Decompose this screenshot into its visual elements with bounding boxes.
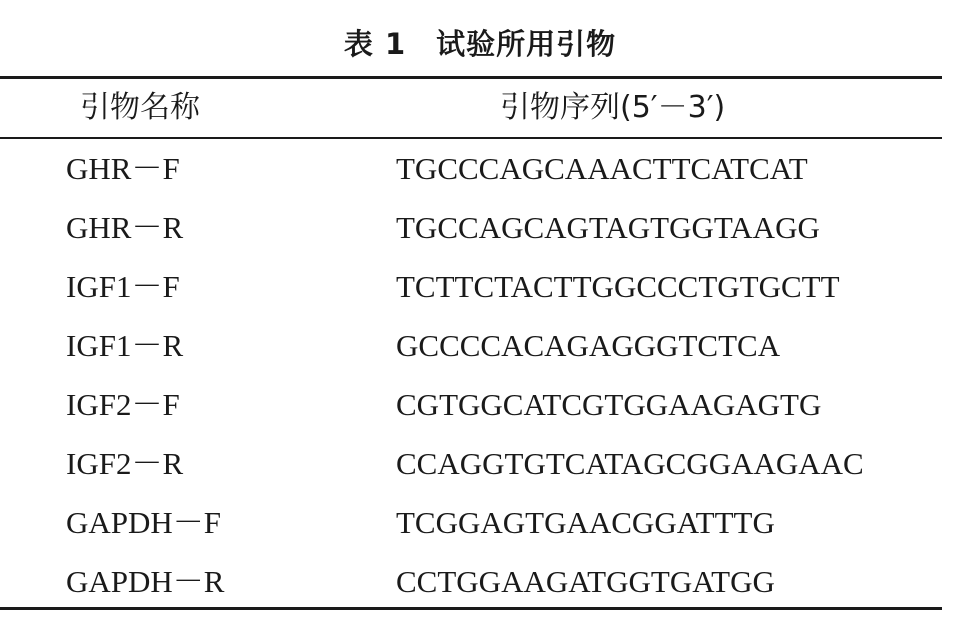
primer-name: IGF2－R: [66, 446, 184, 481]
primer-sequence: CCAGGTGTCATAGCGGAAGAAC: [396, 446, 864, 481]
primer-sequence: CCTGGAAGATGGTGATGG: [396, 564, 775, 599]
table-title: 试验所用引物: [436, 27, 617, 61]
primer-name: GHR－F: [66, 151, 180, 186]
header-primer-sequence: 引物序列(5′－3′): [500, 90, 726, 125]
table-row: [0, 209, 942, 268]
table-row: [0, 563, 942, 622]
primer-sequence: TGCCAGCAGTAGTGGTAAGG: [396, 210, 820, 245]
table-body: [0, 150, 942, 622]
bottom-rule: [0, 607, 942, 610]
primer-sequence: TCGGAGTGAACGGATTTG: [396, 505, 775, 540]
table-row: [0, 445, 942, 504]
table-row: [0, 327, 942, 386]
primer-name: GAPDH－F: [66, 505, 222, 540]
header-rule: [0, 137, 942, 139]
primer-name: GHR－R: [66, 210, 184, 245]
primer-name: GAPDH－R: [66, 564, 225, 599]
table-row: [0, 386, 942, 445]
primer-name: IGF1－R: [66, 328, 184, 363]
primer-sequence: CGTGGCATCGTGGAAGAGTG: [396, 387, 822, 422]
table-row: [0, 504, 942, 563]
table-number: 表 1: [343, 27, 407, 61]
table-row: [0, 268, 942, 327]
header-primer-name: 引物名称: [80, 90, 200, 125]
primer-name: IGF2－F: [66, 387, 180, 422]
table-caption: [0, 22, 960, 63]
primer-name: IGF1－F: [66, 269, 180, 304]
table-row: [0, 150, 942, 209]
primer-sequence: TCTTCTACTTGGCCCTGTGCTT: [396, 269, 840, 304]
primer-sequence: TGCCCAGCAAACTTCATCAT: [396, 151, 808, 186]
top-rule: [0, 76, 942, 79]
primer-sequence: GCCCCACAGAGGGTCTCA: [396, 328, 781, 363]
